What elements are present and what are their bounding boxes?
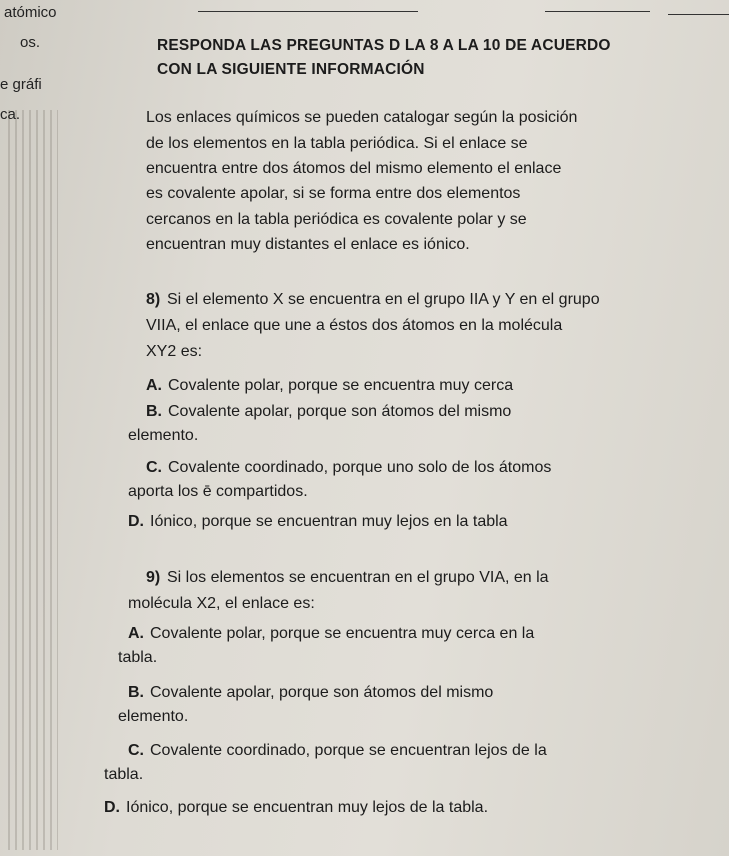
- option-8c-letter: C.: [146, 459, 162, 476]
- option-9c-letter: C.: [128, 742, 144, 759]
- option-8b-text: elemento.: [128, 427, 199, 444]
- margin-word-3: ca.: [0, 106, 21, 123]
- margin-word-2: e gráfi: [0, 76, 42, 93]
- question-8-line: Si el elemento X se encuentra en el grupo IIA y Y en el grupo: [167, 291, 600, 308]
- intro-line: de los elementos en la tabla periódica. Si el enlace se: [146, 135, 528, 152]
- question-9-line: molécula X2, el enlace es:: [128, 595, 315, 612]
- option-9b-letter: B.: [128, 684, 144, 701]
- question-8-line: VIIA, el enlace que une a éstos dos átomos en la molécula: [146, 317, 563, 334]
- option-9a-letter: A.: [128, 625, 144, 642]
- question-9-number: 9): [146, 569, 161, 586]
- question-8-number: 8): [146, 291, 161, 308]
- option-8c-text: aporta los ē compartidos.: [128, 483, 308, 500]
- option-8d-letter: D.: [128, 513, 144, 530]
- question-9-line: Si los elementos se encuentran en el grupo VIA, en la: [167, 569, 549, 586]
- option-8a-text: Covalente polar, porque se encuentra muy cerca: [168, 377, 514, 394]
- intro-line: encuentra entre dos átomos del mismo elemento el enlace: [146, 160, 562, 177]
- option-8d-text: Iónico, porque se encuentran muy lejos en la tabla: [150, 513, 508, 530]
- margin-top-word: atómico: [4, 4, 57, 21]
- option-9b-text: Covalente apolar, porque son átomos del mismo: [150, 684, 494, 701]
- instruction-header-line2: CON LA SIGUIENTE INFORMACIÓN: [157, 61, 425, 78]
- top-rule-2: [545, 11, 650, 12]
- option-8b-text: Covalente apolar, porque son átomos del mismo: [168, 403, 512, 420]
- option-8b-letter: B.: [146, 403, 162, 420]
- margin-word-1: os.: [20, 34, 41, 51]
- option-9d-letter: D.: [104, 799, 120, 816]
- intro-line: encuentran muy distantes el enlace es iónico.: [146, 236, 470, 253]
- top-rule-3: [668, 14, 729, 15]
- top-rule-1: [198, 11, 418, 12]
- intro-line: es covalente apolar, si se forma entre dos elementos: [146, 185, 521, 202]
- option-8a-letter: A.: [146, 377, 162, 394]
- intro-line: cercanos en la tabla periódica es covalente polar y se: [146, 211, 527, 228]
- option-9a-text: Covalente polar, porque se encuentra muy cerca en la: [150, 625, 535, 642]
- option-9c-text: tabla.: [104, 766, 144, 783]
- option-9a-text: tabla.: [118, 649, 158, 666]
- intro-line: Los enlaces químicos se pueden catalogar según la posición: [146, 109, 578, 126]
- option-9b-text: elemento.: [118, 708, 189, 725]
- option-9d-text: Iónico, porque se encuentran muy lejos de la tabla.: [126, 799, 489, 816]
- question-8-line: XY2 es:: [146, 343, 203, 360]
- instruction-header-line1: RESPONDA LAS PREGUNTAS D LA 8 A LA 10 DE ACUERDO: [157, 37, 611, 54]
- option-9c-text: Covalente coordinado, porque se encuentran lejos de la: [150, 742, 547, 759]
- option-8c-text: Covalente coordinado, porque uno solo de los átomos: [168, 459, 552, 476]
